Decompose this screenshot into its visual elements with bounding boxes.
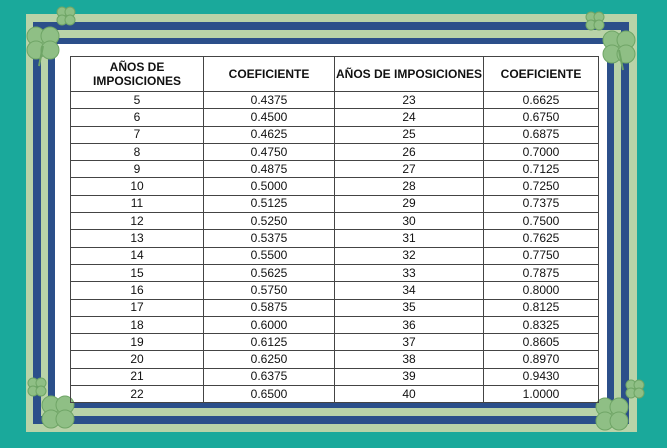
years-cell: 35 [335, 299, 484, 316]
coefficient-cell: 0.7500 [484, 213, 599, 230]
years-cell: 34 [335, 282, 484, 299]
clover-icon [22, 22, 64, 68]
coefficient-cell: 0.5125 [204, 195, 335, 212]
coefficient-cell: 0.6625 [484, 92, 599, 109]
years-cell: 7 [71, 126, 204, 143]
years-cell: 12 [71, 213, 204, 230]
table-body [71, 92, 599, 403]
years-cell: 10 [71, 178, 204, 195]
clover-icon [598, 26, 640, 72]
coefficient-cell: 0.5250 [204, 213, 335, 230]
table-row [71, 109, 599, 126]
years-cell: 26 [335, 143, 484, 160]
coefficient-cell: 0.6250 [204, 351, 335, 368]
coefficient-cell: 0.7750 [484, 247, 599, 264]
years-cell: 8 [71, 143, 204, 160]
years-cell: 5 [71, 92, 204, 109]
coefficient-cell: 0.5500 [204, 247, 335, 264]
coefficient-cell: 0.8325 [484, 316, 599, 333]
coefficient-cell: 0.8125 [484, 299, 599, 316]
years-cell: 13 [71, 230, 204, 247]
coefficient-cell: 0.7375 [484, 195, 599, 212]
years-cell: 33 [335, 264, 484, 281]
table-row [71, 386, 599, 403]
coefficient-cell: 0.8970 [484, 351, 599, 368]
years-cell: 24 [335, 109, 484, 126]
coefficient-cell: 0.6125 [204, 334, 335, 351]
years-cell: 15 [71, 264, 204, 281]
table-row [71, 126, 599, 143]
years-cell: 9 [71, 161, 204, 178]
years-cell: 22 [71, 386, 204, 403]
table-row [71, 178, 599, 195]
coefficient-cell: 0.4750 [204, 143, 335, 160]
table-row [71, 368, 599, 385]
coefficient-cell: 1.0000 [484, 386, 599, 403]
years-cell: 20 [71, 351, 204, 368]
years-cell: 29 [335, 195, 484, 212]
coefficient-cell: 0.6750 [484, 109, 599, 126]
years-cell: 21 [71, 368, 204, 385]
years-cell: 25 [335, 126, 484, 143]
coefficient-cell: 0.4625 [204, 126, 335, 143]
table-row [71, 334, 599, 351]
years-cell: 19 [71, 334, 204, 351]
table-row [71, 247, 599, 264]
coefficient-cell: 0.8605 [484, 334, 599, 351]
years-cell: 23 [335, 92, 484, 109]
years-cell: 37 [335, 334, 484, 351]
clover-icon [584, 10, 606, 32]
coefficient-cell: 0.6000 [204, 316, 335, 333]
years-cell: 40 [335, 386, 484, 403]
header-coefficient-right: COEFICIENTE [484, 57, 599, 92]
table-header-row [71, 57, 599, 92]
years-cell: 31 [335, 230, 484, 247]
clover-icon [26, 376, 48, 398]
coefficient-cell: 0.5000 [204, 178, 335, 195]
table-row [71, 92, 599, 109]
coefficient-table [70, 56, 599, 403]
years-cell: 17 [71, 299, 204, 316]
coefficient-cell: 0.7250 [484, 178, 599, 195]
table-row [71, 195, 599, 212]
header-years-left: AÑOS DE IMPOSICIONES [71, 57, 204, 92]
coefficient-cell: 0.8000 [484, 282, 599, 299]
table-row [71, 143, 599, 160]
coefficient-cell: 0.6875 [484, 126, 599, 143]
clover-icon [624, 378, 646, 400]
coefficient-cell: 0.5375 [204, 230, 335, 247]
table-row [71, 282, 599, 299]
coefficient-cell: 0.4500 [204, 109, 335, 126]
years-cell: 30 [335, 213, 484, 230]
table-row [71, 264, 599, 281]
coefficient-cell: 0.6500 [204, 386, 335, 403]
coefficient-cell: 0.7625 [484, 230, 599, 247]
coefficient-cell: 0.4375 [204, 92, 335, 109]
years-cell: 27 [335, 161, 484, 178]
table-row [71, 316, 599, 333]
table-row [71, 161, 599, 178]
years-cell: 16 [71, 282, 204, 299]
years-cell: 28 [335, 178, 484, 195]
coefficient-cell: 0.7000 [484, 143, 599, 160]
table-row [71, 213, 599, 230]
coefficient-cell: 0.6375 [204, 368, 335, 385]
coefficient-cell: 0.5875 [204, 299, 335, 316]
years-cell: 39 [335, 368, 484, 385]
table-row [71, 351, 599, 368]
header-years-right: AÑOS DE IMPOSICIONES [335, 57, 484, 92]
header-coefficient-left: COEFICIENTE [204, 57, 335, 92]
coefficient-cell: 0.4875 [204, 161, 335, 178]
table-row [71, 230, 599, 247]
coefficient-cell: 0.5625 [204, 264, 335, 281]
years-cell: 18 [71, 316, 204, 333]
years-cell: 11 [71, 195, 204, 212]
coefficient-cell: 0.7875 [484, 264, 599, 281]
coefficient-cell: 0.9430 [484, 368, 599, 385]
years-cell: 14 [71, 247, 204, 264]
coefficient-cell: 0.5750 [204, 282, 335, 299]
years-cell: 36 [335, 316, 484, 333]
coefficient-cell: 0.7125 [484, 161, 599, 178]
years-cell: 38 [335, 351, 484, 368]
years-cell: 6 [71, 109, 204, 126]
table-row [71, 299, 599, 316]
clover-icon [55, 5, 77, 27]
years-cell: 32 [335, 247, 484, 264]
